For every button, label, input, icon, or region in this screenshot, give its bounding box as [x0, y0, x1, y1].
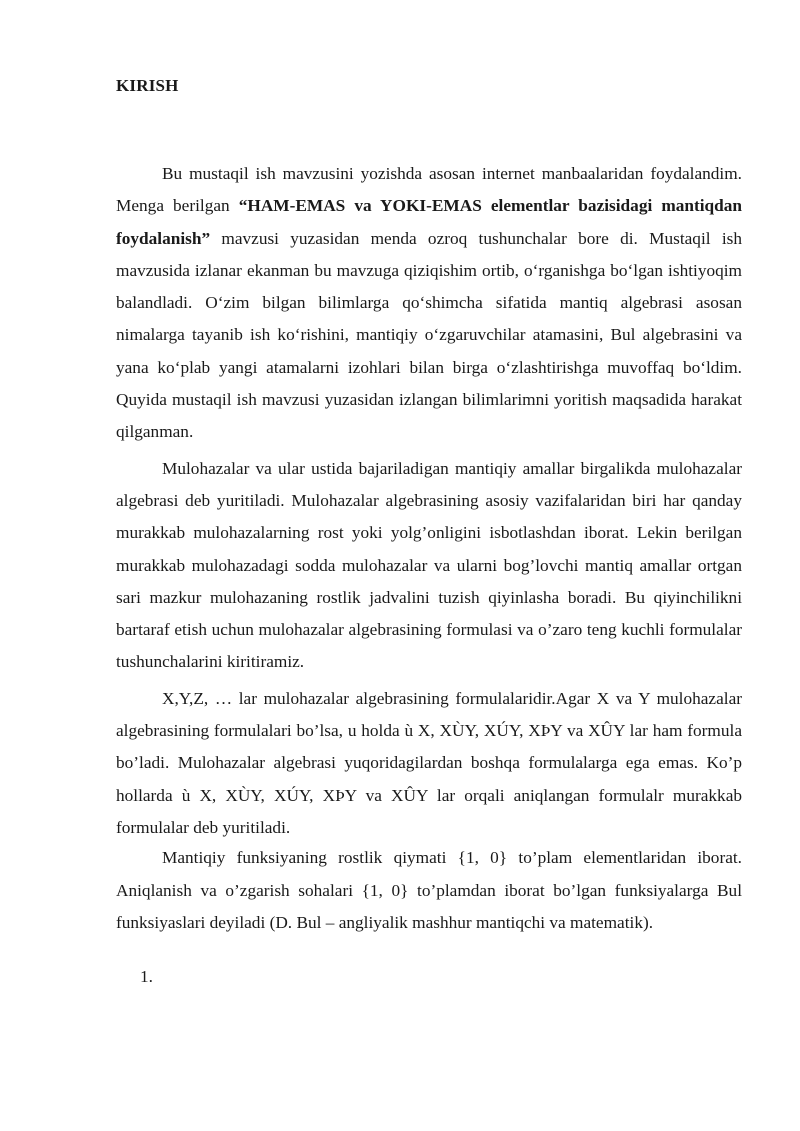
paragraph-intro-text-start: Bu mustaqil ish mavzusini yozishda asosan internet manbaalaridan foydalandim. Menga berilgan	[116, 164, 742, 216]
paragraph-logic-algebra: Mulohazalar va ular ustida bajariladigan mantiqiy amallar birgalikda mulohazalar algebrasi deb yuritiladi. Mulohazalar algebrasining asosiy vazifalaridan biri har qanday murakkab mulohazalarning rost yoki yolg’onligini isbotlashdan iborat. Lekin berilgan murakkab mulohazadagi sodda mulohazalar va ularni bog’lovchi mantiq amallar ortgan sari mazkur mulohazaning rostlik jadvalini tuzish qiyinlasha boradi. Bu qiyinchilikni bartaraf etish uchun mulohazalar algebrasining formulasi va o’zaro teng kuchli formulalar tushunchalarini kiritiramiz.	[116, 458, 742, 672]
section-heading: KIRISH	[116, 76, 179, 95]
paragraph-formulas: X,Y,Z, … lar mulohazalar algebrasining formulalaridir.Agar X va Y mulohazalar algebrasining formulalari bo’lsa, u holda ù X, XÙY, XÚY, XÞY va XÛY lar ham formula bo’ladi. Mulohazalar algebrasi yuqoridagilardan boshqa formulalarga ega emas. Ko’p hollarda ù X, XÙY, XÚY, XÞY va XÛY lar orqali aniqlangan formulalr murakkab formulalar deb yuritiladi.	[116, 688, 742, 837]
paragraph-boolean-functions: Mantiqiy funksiyaning rostlik qiymati {1, 0} to’plam elementlaridan iborat. Aniqlanish va o’zgarish sohalari {1, 0} to’plamdan iborat bo’lgan funksiyalarga Bul funksiyaslari deyiladi (D. Bul – angliyalik mashhur mantiqchi va matematik).	[116, 848, 742, 932]
topic-title-bold: “HAM-EMAS va YOKI-EMAS elementlar bazisidagi mantiqdan foydalanish”	[116, 196, 742, 248]
paragraph-intro	[116, 158, 742, 449]
body-text	[116, 158, 742, 939]
paragraph-intro-text-end: mavzusi yuzasidan menda ozroq tushunchalar bore di. Mustaqil ish mavzusida izlanar ekanman bu mavzuga qiziqishim ortib, oʻrganishga boʻlgan ishtiyoqim balandladi. Oʻzim bilgan bilimlarga qoʻshimcha sifatida mantiq algebrasi asosan nimalarga tayanib ish koʻrishini, mantiqiy oʻzgaruvchilar atamasini, Bul algebrasini va yana koʻplab yangi atamalarni izohlari bilan birga oʻzlashtirishga muvoffaq boʻldim. Quyida mustaqil ish mavzusi yuzasidan izlangan bilimlarimni yoritish maqsadida harakat qilganman.	[116, 228, 742, 442]
list-item-marker: 1.	[140, 967, 153, 986]
